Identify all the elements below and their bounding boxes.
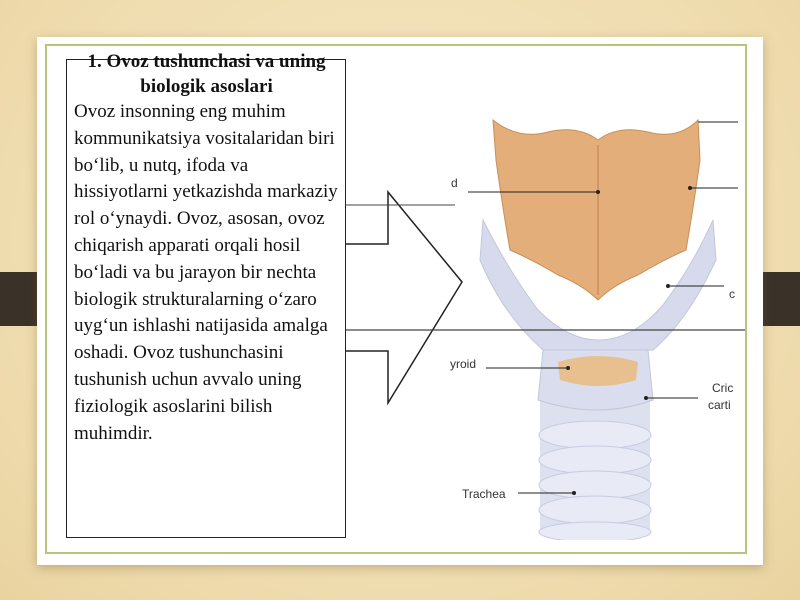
label-trachea: Trachea <box>462 487 506 501</box>
callout-arrow-shape <box>345 192 462 403</box>
label-thyroid: yroid <box>450 357 477 371</box>
label-left-top: d <box>451 176 458 190</box>
callout-textbox <box>66 51 346 538</box>
section-paragraph: Ovoz insonning eng muhim kommunikatsiya vositalaridan biri bo‘lib, u nutq, ifoda va hissiyotlarni yetkazishda markaziy rol o‘ynaydi. Ovoz, asosan, ovoz chiqarish apparati orqali hosil bo‘ladi va bu jarayon bir nechta biologik strukturalarning o‘zaro uyg‘un ishlashi natijasida amalga oshadi. Ovoz tushunchasini tushunish uchun avvalo uning fiziologik asoslarini bilish muhimdir. <box>74 101 338 444</box>
label-cricoid-line1: Cric <box>712 381 734 395</box>
label-right-c: c <box>729 287 735 301</box>
label-cricoid-line2: carti <box>708 398 731 412</box>
section-heading: 1. Ovoz tushunchasi va uning biologik asoslari <box>87 51 326 97</box>
